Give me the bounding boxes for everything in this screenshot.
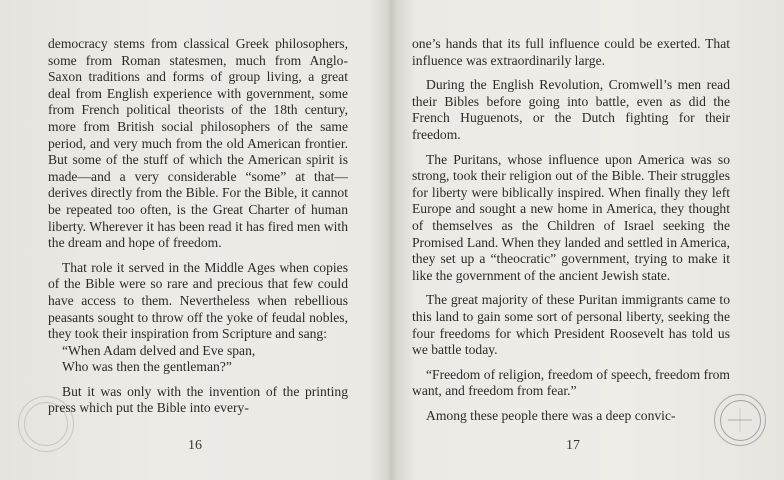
left-paragraph-2: That role it served in the Middle Ages when copies of the Bible were so rare and precious that few could have access to them. Nevertheless when rebellious peasants sought to throw off the yoke of feudal nobles, they took their inspiration from Scripture and sang: [48, 259, 348, 342]
right-paragraph-5: “Freedom of religion, freedom of speech, freedom from want, and freedom from fear.” [412, 366, 730, 399]
library-stamp [714, 394, 766, 446]
right-paragraph-1: one’s hands that its full influence could be exerted. That influence was extraordinarily large. [412, 36, 730, 68]
library-stamp-faded [18, 396, 74, 452]
right-paragraph-3: The Puritans, whose influence upon America was so strong, took their religion out of the Bible. Their struggles for liberty were biblically inspired. When finally they left Europe and sought a new home in America, they thought of themselves as the Children of Israel seeking the Promised Land. When they landed and settled in America, they set up a “theocratic” government, trying to make it like the government of the ancient Jewish state. [412, 151, 730, 283]
stamp-inner-ring [24, 402, 68, 446]
right-page [412, 36, 730, 466]
stamp-inner-ring [720, 400, 761, 441]
left-page [48, 36, 348, 466]
right-paragraph-4: The great majority of these Puritan immigrants came to this land to gain some sort of personal liberty, seeking the four freedoms for which President Roosevelt has told us we battle today. [412, 292, 730, 358]
right-paragraph-6: Among these people there was a deep convic- [426, 407, 676, 423]
stamp-seal-icon [722, 402, 758, 438]
page-number-left: 16 [188, 438, 202, 453]
left-paragraph-1: democracy stems from classical Greek philosophers, some from Roman statesmen, much from Anglo-Saxon traditions and forms of group living, a great deal from English experience with government, some from French political theorists of the 18th century, more from British social philosophers of the same period, and very much from the old American frontier. But some of the stuff of which the American spirit is made—and a very considerable “some” at that—derives directly from the Bible. For the Bible, it cannot be repeated too often, is the Great Charter of human liberty. Wherever it has been read it has fired men with the dream and hope of freedom. [48, 36, 348, 251]
left-paragraph-3: But it was only with the invention of the printing press which put the Bible into every- [48, 383, 348, 416]
verse-line-1: “When Adam delved and Eve span, [62, 342, 256, 358]
right-paragraph-2: During the English Revolution, Cromwell’s men read their Bibles before going into battle, even as did the French Huguenots, or the Dutch fighting for their freedom. [412, 77, 730, 142]
page-number-right: 17 [566, 438, 580, 453]
verse-line-2: Who was then the gentleman?” [62, 359, 232, 375]
